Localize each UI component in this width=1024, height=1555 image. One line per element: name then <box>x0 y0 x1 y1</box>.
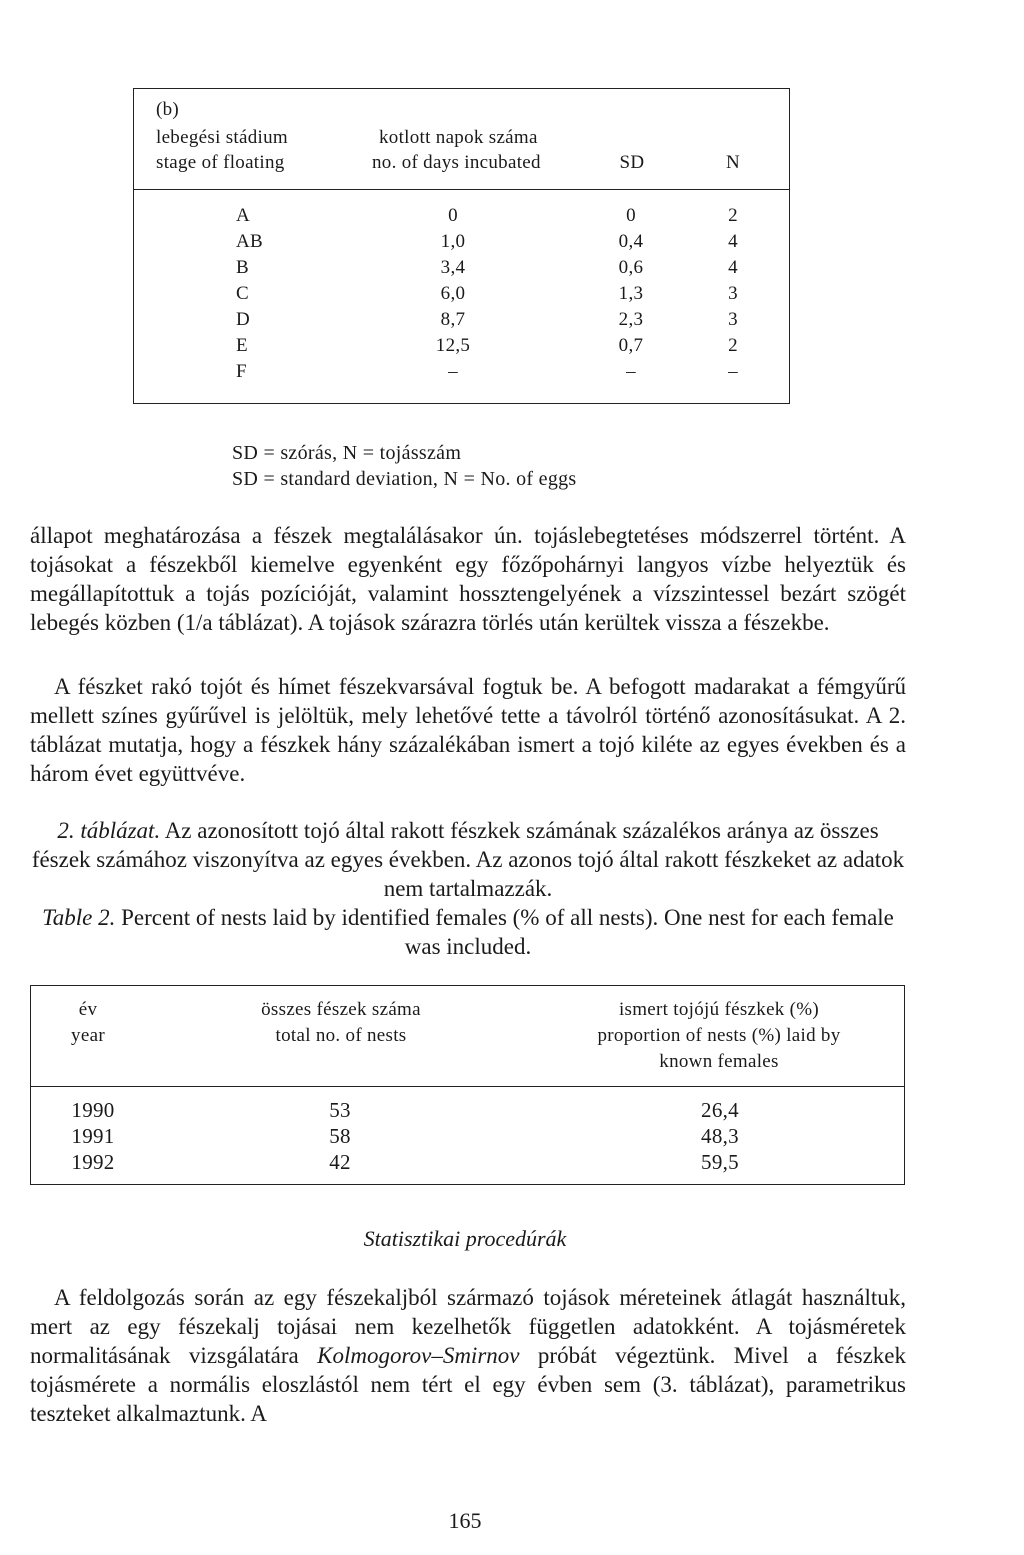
cell-year: 1992 <box>71 1150 115 1174</box>
cell-stage: B <box>236 257 249 278</box>
cell-days: 8,7 <box>440 309 466 330</box>
header-total-en: total no. of nests <box>275 1025 407 1046</box>
table-b-label: (b) <box>156 99 180 120</box>
cell-days: – <box>448 361 458 382</box>
header-proportion-hu: ismert tojójú fészkek (%) <box>618 999 820 1020</box>
cell-n: 3 <box>728 283 738 304</box>
cell-sd: 0,7 <box>618 335 644 356</box>
cell-days: 0 <box>448 205 458 226</box>
header-total-hu: összes fészek száma <box>261 999 421 1020</box>
cell-sd: 0,6 <box>618 257 644 278</box>
header-days-hu: kotlott napok száma <box>379 127 538 148</box>
cell-n: 4 <box>728 231 738 252</box>
caption-text-en: Percent of nests laid by identified females (% of all nests). One nest for each female was included. <box>121 905 894 959</box>
section-heading: Statisztikai procedúrák <box>363 1226 567 1251</box>
cell-stage: AB <box>236 231 263 252</box>
cell-total: 58 <box>329 1124 351 1148</box>
cell-sd: 2,3 <box>618 309 644 330</box>
paragraph-1: állapot meghatározása a fészek megtalálásakor ún. tojáslebegtetéses módszerrel történt. A tojásokat a fészekből kiemelve egyenként egy főzőpohárnyi langyos vízbe helyeztük és megállapítottuk a tojás pozícióját, valamint hossztengelyének a vízszintessel bezárt szögét lebegés közben (1/a táblázat). A tojások szárazra törlés után kerültek vissza a fészekbe. <box>30 523 906 635</box>
cell-proportion: 59,5 <box>701 1150 739 1174</box>
paragraph-3-text-b: próbát végeztünk. Mivel a fészkek tojásmérete a normális eloszlástól nem tért el egy évben sem (3. táblázat), parametrikus teszteket alkalmaztunk. A <box>30 1343 906 1426</box>
header-stage-hu: lebegési stádium <box>156 127 288 148</box>
note-en: SD = standard deviation, N = No. of eggs <box>232 468 577 490</box>
test-name: Kolmogorov–Smirnov <box>317 1343 520 1368</box>
cell-total: 42 <box>329 1150 351 1174</box>
cell-n: 2 <box>728 335 738 356</box>
header-proportion-en: proportion of nests (%) laid by <box>597 1025 841 1046</box>
cell-n: – <box>728 361 738 382</box>
paragraph-3-text-a: A feldolgozás során az egy fészekaljból származó tojások méreteinek átlagát használtuk, mert az egy fészekalj tojásai nem kezelhetők független adatokként. A tojásméretek normalitásának vizsgálatára <box>30 1285 906 1368</box>
cell-days: 12,5 <box>435 335 471 356</box>
header-stage-en: stage of floating <box>156 152 285 173</box>
header-sd: SD <box>619 152 645 173</box>
table-2-caption-hu <box>30 816 906 903</box>
cell-sd: 0 <box>626 205 636 226</box>
cell-year: 1991 <box>71 1124 115 1148</box>
table-b-header-rule <box>134 189 789 190</box>
caption-text-hu: Az azonosított tojó által rakott fészkek számának százalékos aránya az összes fészek számához viszonyítva az egyes években. Az azonos tojó által rakott fészkeket az adatok nem tartalmazzák. <box>31 818 905 901</box>
cell-stage: C <box>236 283 249 304</box>
cell-n: 3 <box>728 309 738 330</box>
cell-year: 1990 <box>71 1098 115 1122</box>
cell-days: 1,0 <box>440 231 466 252</box>
cell-stage: D <box>236 309 251 330</box>
table-b <box>133 88 790 404</box>
table-2-header-rule <box>31 1086 904 1087</box>
cell-proportion: 48,3 <box>701 1124 739 1148</box>
table-2 <box>30 985 905 1185</box>
table-2-caption-en <box>30 903 906 961</box>
cell-sd: 1,3 <box>618 283 644 304</box>
paragraph-3 <box>30 1283 906 1428</box>
cell-n: 4 <box>728 257 738 278</box>
cell-n: 2 <box>728 205 738 226</box>
header-days-en: no. of days incubated <box>372 152 541 173</box>
header-proportion-en-2: known females <box>659 1051 779 1072</box>
cell-total: 53 <box>329 1098 351 1122</box>
cell-days: 6,0 <box>440 283 466 304</box>
cell-stage: F <box>236 361 247 382</box>
header-n: N <box>725 152 741 173</box>
page-number: 165 <box>448 1508 482 1533</box>
header-year-en: year <box>71 1025 105 1046</box>
cell-stage: E <box>236 335 248 356</box>
caption-label-hu: 2. táblázat. <box>57 818 161 843</box>
cell-proportion: 26,4 <box>701 1098 739 1122</box>
caption-label-en: Table 2. <box>42 905 116 930</box>
cell-days: 3,4 <box>440 257 466 278</box>
header-year-hu: év <box>78 999 98 1020</box>
note-hu: SD = szórás, N = tojásszám <box>232 442 462 464</box>
cell-sd: – <box>626 361 636 382</box>
cell-stage: A <box>236 205 251 226</box>
cell-sd: 0,4 <box>618 231 644 252</box>
paragraph-2: A fészket rakó tojót és hímet fészekvarsával fogtuk be. A befogott madarakat a fémgyűrű mellett színes gyűrűvel is jelöltük, mely lehetővé tette a távolról történő azonosításukat. A 2. táblázat mutatja, hogy a fészkek hány százalékában ismert a tojó kiléte az egyes években és a három évet együttvéve. <box>30 674 906 786</box>
